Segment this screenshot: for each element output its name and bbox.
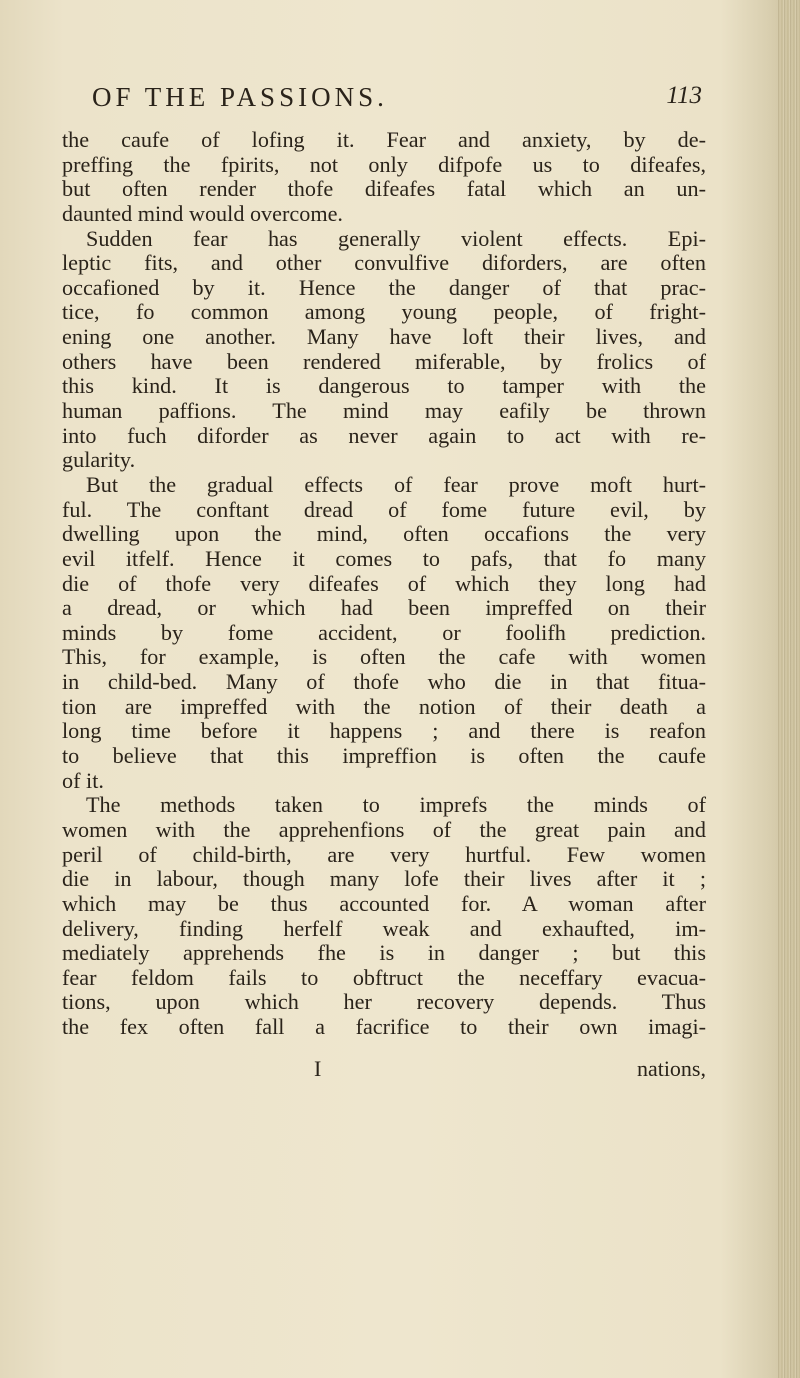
- text-line: this kind. It is dangerous to tamper with the: [62, 373, 706, 399]
- text-line: daunted mind would overcome.: [62, 200, 343, 226]
- text-line: leptic fits, and other convulfive diforders, are often: [62, 250, 706, 276]
- text-line: fear feldom fails to obftruct the neceffary evacua-: [62, 964, 706, 990]
- text-line: preffing the fpirits, not only difpofe us to difeafes,: [62, 151, 706, 177]
- text-line: but often render thofe difeafes fatal which an un-: [62, 176, 706, 202]
- text-line: tions, upon which her recovery depends. Thus: [62, 989, 706, 1015]
- text-line: occafioned by it. Hence the danger of that prac-: [62, 274, 706, 300]
- text-line: in child-bed. Many of thofe who die in that fitua-: [62, 669, 706, 695]
- text-line: of it.: [62, 767, 104, 793]
- page-footer: [62, 1056, 706, 1082]
- text-line: tion are impreffed with the notion of their death a: [62, 693, 706, 719]
- text-line: which may be thus accounted for. A woman after: [62, 890, 706, 916]
- text-line: evil itfelf. Hence it comes to pafs, that fo many: [62, 545, 706, 571]
- signature-mark: I: [314, 1056, 322, 1081]
- page-gutter: [778, 0, 800, 1378]
- running-head: OF THE PASSIONS.: [92, 82, 388, 112]
- text-line: delivery, finding herfelf weak and exhaufted, im-: [62, 915, 706, 941]
- text-line: long time before it happens ; and there is reafon: [62, 718, 706, 744]
- text-line: ening one another. Many have loft their lives, and: [62, 324, 706, 350]
- text-line: into fuch diforder as never again to act with re-: [62, 422, 706, 448]
- text-line: a dread, or which had been impreffed on their: [62, 595, 706, 621]
- text-line: mediately apprehends fhe is in danger ; but this: [62, 940, 706, 966]
- text-line: others have been rendered miferable, by frolics of: [62, 348, 706, 374]
- text-line: peril of child-birth, are very hurtful. Few women: [62, 841, 706, 867]
- text-line: the fex often fall a facrifice to their own imagi-: [62, 1014, 706, 1040]
- page-number: 113: [666, 82, 702, 109]
- page-header: [92, 82, 702, 122]
- catchword: nations,: [636, 1056, 706, 1081]
- text-line: This, for example, is often the cafe with women: [62, 644, 706, 670]
- text-line: gularity.: [62, 447, 136, 473]
- body-text: [62, 128, 706, 1040]
- text-line: human paffions. The mind may eafily be thrown: [62, 398, 706, 424]
- text-line: The methods taken to imprefs the minds of: [86, 792, 706, 818]
- text-line: dwelling upon the mind, often occafions the very: [62, 521, 706, 547]
- text-line: die of thofe very difeafes of which they long had: [62, 570, 706, 596]
- text-line: minds by fome accident, or foolifh prediction.: [62, 619, 706, 645]
- text-line: the caufe of lofing it. Fear and anxiety, by de-: [62, 127, 706, 152]
- text-line: to believe that this impreffion is often the caufe: [62, 743, 706, 769]
- text-line: But the gradual effects of fear prove moft hurt-: [86, 471, 706, 497]
- text-line: ful. The conftant dread of fome future evil, by: [62, 496, 706, 522]
- text-line: Sudden fear has generally violent effects. Epi-: [86, 225, 706, 251]
- text-line: tice, fo common among young people, of fright-: [62, 299, 706, 325]
- text-line: women with the apprehenfions of the great pain and: [62, 816, 706, 842]
- text-line: die in labour, though many lofe their lives after it ;: [62, 866, 706, 892]
